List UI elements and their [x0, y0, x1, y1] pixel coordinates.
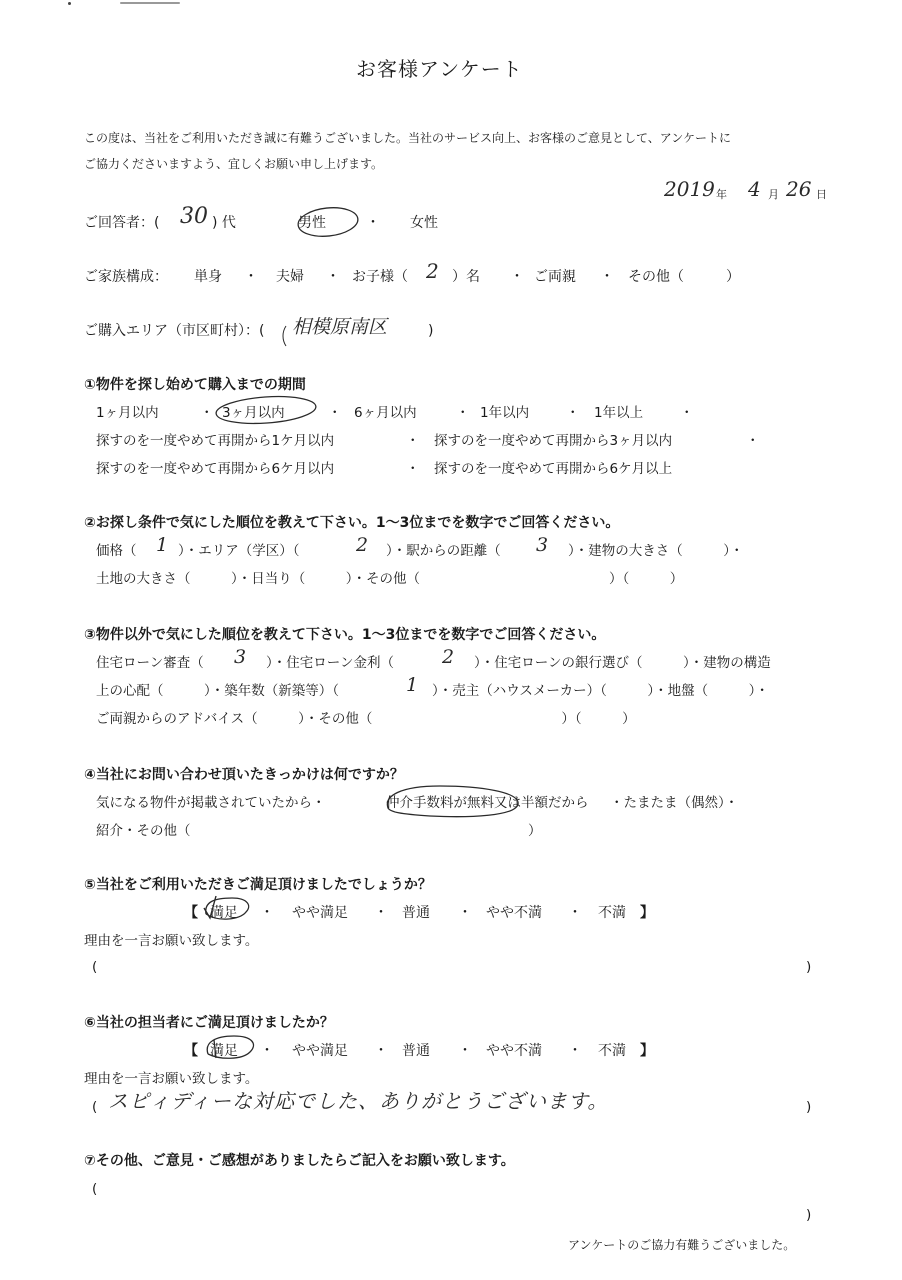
family-single-option[interactable]: 単身: [194, 269, 222, 285]
separator-dot: ・: [746, 433, 760, 449]
date-year-unit: 年: [716, 188, 727, 201]
separator-dot: ・: [374, 1043, 388, 1059]
q6-option-satisfied[interactable]: 満足: [210, 1043, 238, 1059]
gender-female-option[interactable]: 女性: [410, 215, 438, 231]
separator-dot: ・: [680, 405, 694, 421]
family-couple-option[interactable]: 夫婦: [276, 269, 304, 285]
q5-option-dissatisfied[interactable]: 不満: [598, 905, 626, 921]
q6-option-somewhat-dissatisfied[interactable]: やや不満: [486, 1043, 542, 1059]
date-day-unit: 日: [816, 188, 827, 201]
scan-speck: [68, 2, 71, 5]
date-year[interactable]: 2019: [664, 177, 715, 201]
date-day[interactable]: 26: [786, 177, 812, 201]
q1-option-restart-6m[interactable]: 探すのを一度やめて再開から6ケ月以内: [96, 461, 335, 477]
separator-dot: ・: [600, 269, 614, 285]
q7-close: ): [806, 1207, 812, 1223]
q6-option-somewhat-satisfied[interactable]: やや満足: [292, 1043, 348, 1059]
q2-area-label: ）・エリア（学区）（: [178, 543, 300, 559]
q3-heading: ③物件以外で気にした順位を教えて下さい。1～3位までを数字でご回答ください。: [84, 627, 606, 643]
q1-heading: ①物件を探し始めて購入までの期間: [84, 377, 306, 393]
respondent-age-suffix: ) 代: [212, 215, 236, 231]
q3-line-1-rest[interactable]: ）・住宅ローンの銀行選び（ ）・建物の構造: [474, 655, 771, 671]
q5-reason-close: ): [806, 959, 812, 975]
q1-option-restart-6m-plus[interactable]: 探すのを一度やめて再開から6ケ月以上: [434, 461, 673, 477]
q6-option-dissatisfied[interactable]: 不満: [598, 1043, 626, 1059]
q2-area-rank[interactable]: 2: [356, 534, 369, 556]
q2-price-rank[interactable]: 1: [156, 534, 169, 556]
q5-heading: ⑤当社をご利用いただきご満足頂けましたでしょうか？: [84, 877, 432, 893]
q7-open: (: [92, 1181, 98, 1197]
area-value[interactable]: 相模原南区: [292, 316, 388, 338]
q3-loan-review-rank[interactable]: 3: [234, 646, 247, 668]
q5-reason-open: (: [92, 959, 98, 975]
q4-line-2[interactable]: 紹介・その他（ ）: [96, 823, 542, 839]
intro-line-1: この度は、当社をご利用いただき誠に有難うございました。当社のサービス向上、お客様のご意見として、アンケートに: [84, 131, 732, 145]
separator-dot: ・: [326, 269, 340, 285]
area-open-paren-stroke: [283, 326, 286, 346]
q4-heading: ④当社にお問い合わせ頂いたきっかけは何ですか？: [84, 767, 404, 783]
q6-heading: ⑥当社の担当者にご満足頂けましたか？: [84, 1015, 334, 1031]
q1-option-1m[interactable]: 1ヶ月以内: [96, 405, 159, 421]
q6-open-bracket: 【: [184, 1043, 198, 1059]
closing-message: アンケートのご協力有難うございました。: [568, 1238, 796, 1252]
separator-dot: ・: [200, 405, 214, 421]
q6-reason-open: (: [92, 1099, 98, 1115]
family-children-count[interactable]: 2: [426, 259, 439, 283]
separator-dot: ・: [566, 405, 580, 421]
q3-line-3[interactable]: ご両親からのアドバイス（ ）・その他（ ）（ ）: [96, 711, 636, 727]
q2-line-2[interactable]: 土地の大きさ（ ）・日当り（ ）・その他（ ）（ ）: [96, 571, 684, 587]
separator-dot: ・: [260, 1043, 274, 1059]
separator-dot: ・: [366, 215, 380, 231]
separator-dot: ・: [374, 905, 388, 921]
q4-option-chance[interactable]: ・たまたま（偶然）・: [610, 795, 739, 811]
q2-heading: ②お探し条件で気にした順位を教えて下さい。1～3位までを数字でご回答ください。: [84, 515, 620, 531]
separator-dot: ・: [456, 405, 470, 421]
separator-dot: ・: [568, 905, 582, 921]
q2-building-size[interactable]: ）・建物の大きさ（ ）・: [568, 543, 744, 559]
q2-price-label: 価格（: [96, 543, 137, 559]
separator-dot: ・: [406, 433, 420, 449]
respondent-label: ご回答者：(: [84, 215, 160, 231]
q3-loan-rate-rank[interactable]: 2: [442, 646, 455, 668]
q1-option-3m[interactable]: 3ヶ月以内: [222, 405, 285, 421]
q6-reason-label: 理由を一言お願い致します。: [84, 1071, 259, 1087]
q5-option-satisfied[interactable]: 満足: [210, 905, 238, 921]
date-month-unit: 月: [768, 188, 779, 201]
q5-option-neutral[interactable]: 普通: [402, 905, 430, 921]
intro-line-2: ご協力くださいますよう、宜しくお願い申し上げます。: [84, 157, 384, 171]
area-close: ): [428, 323, 434, 339]
q1-option-1y-plus[interactable]: 1年以上: [594, 405, 644, 421]
q5-close-bracket: 】: [640, 905, 654, 921]
q5-open-bracket: 【: [184, 905, 198, 921]
q5-option-somewhat-dissatisfied[interactable]: やや不満: [486, 905, 542, 921]
q1-option-restart-3m[interactable]: 探すのを一度やめて再開から3ヶ月以内: [434, 433, 673, 449]
q6-reason-close: ): [806, 1099, 812, 1115]
separator-dot: ・: [568, 1043, 582, 1059]
q5-option-somewhat-satisfied[interactable]: やや満足: [292, 905, 348, 921]
separator-dot: ・: [510, 269, 524, 285]
q3-age-rank[interactable]: 1: [406, 674, 419, 696]
separator-dot: ・: [458, 905, 472, 921]
q3-line-2-start: 上の心配（ ）・築年数（新築等）（: [96, 683, 339, 699]
separator-dot: ・: [260, 905, 274, 921]
separator-dot: ・: [328, 405, 342, 421]
q4-option-listing[interactable]: 気になる物件が掲載されていたから・: [96, 795, 326, 811]
q6-close-bracket: 】: [640, 1043, 654, 1059]
family-parents-option[interactable]: ご両親: [534, 269, 576, 285]
date-month[interactable]: 4: [748, 177, 761, 201]
separator-dot: ・: [406, 461, 420, 477]
area-label: ご購入エリア（市区町村）：(: [84, 323, 265, 339]
q3-line-2-rest[interactable]: ）・売主（ハウスメーカー）（ ）・地盤（ ）・: [432, 683, 769, 699]
page-title: お客様アンケート: [356, 57, 523, 81]
q2-station-rank[interactable]: 3: [536, 534, 549, 556]
family-children-suffix: ）名: [452, 269, 480, 285]
scan-artifact: [120, 2, 180, 4]
q6-option-neutral[interactable]: 普通: [402, 1043, 430, 1059]
family-children-label: お子様（: [352, 269, 408, 285]
separator-dot: ・: [458, 1043, 472, 1059]
q5-reason-label: 理由を一言お願い致します。: [84, 933, 259, 949]
q1-option-restart-1m[interactable]: 探すのを一度やめて再開から1ケ月以内: [96, 433, 335, 449]
q1-option-6m[interactable]: 6ヶ月以内: [354, 405, 417, 421]
family-label: ご家族構成：: [84, 269, 168, 285]
family-other-option[interactable]: その他（ ）: [628, 269, 740, 285]
q6-reason-input[interactable]: スピィディーな対応でした、ありがとうございます。: [108, 1089, 609, 1113]
gender-male-option[interactable]: 男性: [298, 215, 326, 231]
separator-dot: ・: [244, 269, 258, 285]
q2-station-label: ）・駅からの距離（: [386, 543, 501, 559]
respondent-age[interactable]: 30: [180, 204, 208, 229]
q1-option-1y[interactable]: 1年以内: [480, 405, 530, 421]
q3-loan-rate-label: ）・住宅ローン金利（: [266, 655, 394, 671]
q4-option-commission[interactable]: 仲介手数料が無料又は半額だから: [386, 795, 589, 811]
q3-loan-review-label: 住宅ローン審査（: [96, 655, 204, 671]
q7-heading: ⑦その他、ご意見・ご感想がありましたらご記入をお願い致します。: [84, 1153, 515, 1169]
